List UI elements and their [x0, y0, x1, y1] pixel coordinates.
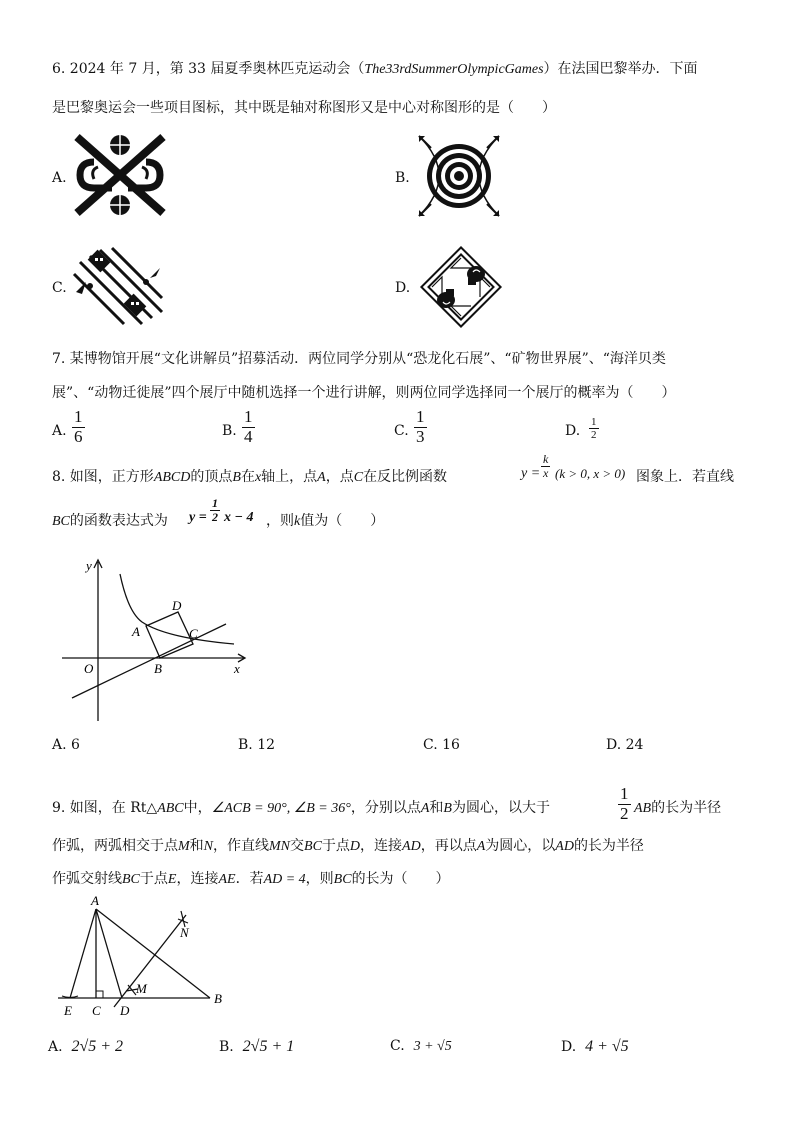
q6-line2: 是巴黎奥运会一些项目图标，其中既是轴对称图形又是中心对称图形的是（ ）: [52, 100, 556, 116]
q7-option-d-letter: D.: [565, 423, 581, 439]
q9-label-a: A: [91, 893, 99, 908]
q9-label-n: N: [180, 925, 189, 940]
q6-text-b: ）在法国巴黎举办．下面: [543, 61, 698, 77]
q8-function-condition: (k > 0, x > 0): [555, 466, 626, 481]
q8-label-x: x: [234, 661, 240, 676]
q9-label-m: M: [136, 981, 147, 996]
q9-figure: [50, 893, 250, 1023]
q8-line1: 8. 如图，正方形ABCD的顶点B在x轴上，点A，点C在反比例函数: [52, 469, 448, 485]
q8-label-y: y: [86, 558, 92, 573]
q9-line-mn: [114, 915, 186, 1007]
q7-line1: 7. 某博物馆开展“文化讲解员”招募活动．两位同学分别从“恐龙化石展”、“矿物世界展”、“海洋贝类: [52, 351, 666, 367]
q7-option-a-letter: A.: [52, 423, 67, 439]
q7-option-a-fraction: $\frac{1}{6}$: [74, 407, 83, 446]
q8-function-lhs: y =: [521, 466, 541, 481]
q7-option-b-letter: B.: [222, 423, 237, 439]
basketball-pictogram-icon: [72, 132, 168, 218]
q8-label-d: D: [172, 598, 182, 613]
q9-segment-ad: [96, 909, 122, 998]
archery-pictogram-icon: [415, 132, 503, 220]
q8-figure: [58, 556, 248, 726]
q7-option-c-fraction: $\frac{1}{3}$: [416, 407, 425, 446]
boxing-pictogram-icon: [418, 244, 504, 330]
q7-option-b-fraction: $\frac{1}{4}$: [244, 407, 253, 446]
q7-option-c-letter: C.: [394, 423, 409, 439]
q9-line1: 9. 如图，在 Rt△ABC中，∠ACB = 90°, ∠B = 36°，分别以点A和B为圆心，以大于: [52, 800, 550, 816]
q8-option-b: B. 12: [238, 737, 276, 753]
q9-line3: 作弧交射线BC于点E，连接AE．若AD = 4，则BC的长为（ ）: [52, 871, 450, 887]
q6-option-d-letter: D.: [395, 280, 411, 296]
q9-label-e: E: [64, 1003, 72, 1018]
q8-line-equation-rhs: x − 4: [224, 510, 254, 525]
q9-label-b: B: [214, 991, 222, 1006]
q6-line1: [52, 58, 698, 78]
q9-option-d: D. 4 + √5: [561, 1038, 629, 1055]
q9-line2: 作弧，两弧相交于点M和N，作直线MN交BC于点D，连接AD，再以点A为圆心，以AD的长为半径: [52, 838, 644, 854]
q9-label-c: C: [92, 1003, 101, 1018]
q8-line-equation-fraction: $\frac{1}{2}$: [212, 496, 218, 525]
q6-text-a: 6. 2024 年 7 月，第 33 届夏季奥林匹克运动会（: [52, 61, 365, 77]
q8-label-c: C: [189, 626, 198, 641]
q8-line-equation-lhs: y =: [189, 510, 207, 525]
q8-function-fraction: $\frac{k}{x}$: [543, 452, 549, 481]
q8-line2: BC的函数表达式为: [52, 513, 168, 529]
q8-label-o: O: [84, 661, 94, 676]
badminton-pictogram-icon: [72, 246, 164, 326]
q9-half-fraction: $\frac{1}{2}$: [620, 784, 629, 823]
q9-option-a: A. 2√5 + 2: [48, 1038, 124, 1055]
q9-segment-ab: [96, 909, 210, 998]
q9-segment-ae: [70, 909, 96, 998]
q8-line-bc: [72, 624, 226, 698]
q8-line2-end: ，则k值为（ ）: [266, 513, 385, 529]
q8-option-a: A. 6: [52, 737, 80, 753]
q9-option-b: B. 2√5 + 1: [219, 1038, 295, 1055]
q9-label-d: D: [120, 1003, 130, 1018]
q8-option-c: C. 16: [423, 737, 460, 753]
q9-right-angle-mark: [96, 991, 103, 998]
q6-option-c-letter: C.: [52, 280, 67, 296]
q8-option-d: D. 24: [606, 737, 644, 753]
q9-option-c: C. 3 + √5: [390, 1038, 452, 1054]
q6-option-a-letter: A.: [52, 170, 67, 186]
q7-option-d-fraction: $\frac{1}{2}$: [591, 416, 597, 442]
q6-option-b-letter: B.: [395, 170, 410, 186]
q8-line1-end: 图象上．若直线: [636, 469, 734, 485]
q7-line2: 展”、“动物迁徙展”四个展厅中随机选择一个进行讲解，则两位同学选择同一个展厅的概率为（ ）: [52, 385, 676, 401]
q9-line1-end: AB的长为半径: [634, 800, 722, 816]
q6-english-title: The33rdSummerOlympicGames: [364, 62, 544, 77]
q8-label-a: A: [132, 624, 140, 639]
q8-label-b: B: [154, 661, 162, 676]
